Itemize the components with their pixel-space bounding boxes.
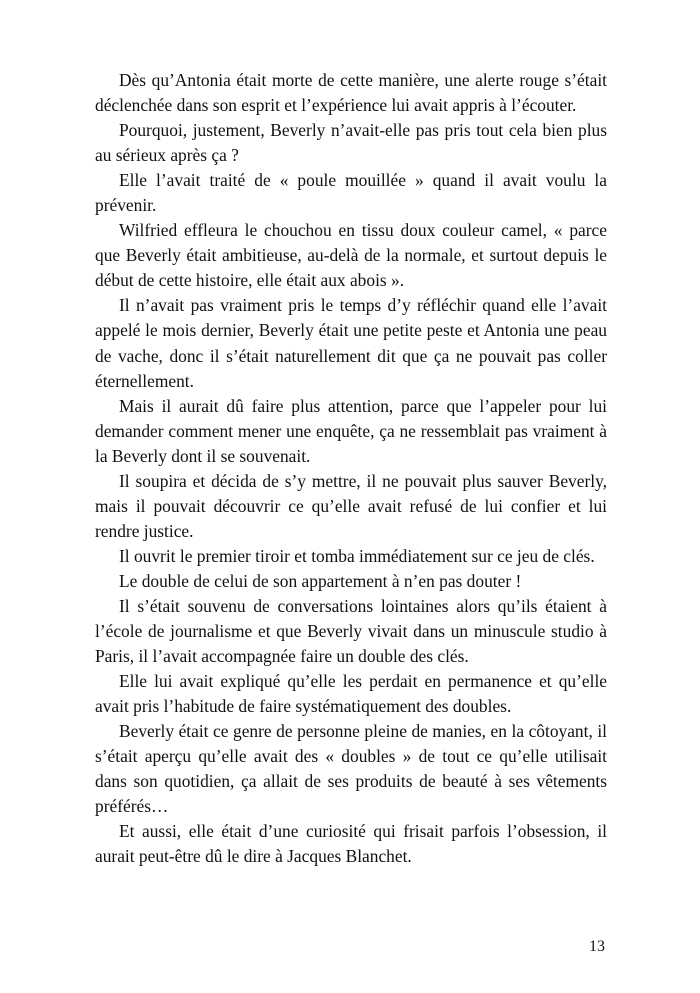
paragraph: Il s’était souvenu de conversations lointaines alors qu’ils étaient à l’école de journalisme et que Beverly vivait dans un minuscule studio à Paris, il l’avait accompagnée faire un double des clés. [95,595,607,667]
paragraph: Mais il aurait dû faire plus attention, parce que l’appeler pour lui demander comment mener une enquête, ça ne ressemblait pas vraiment à la Beverly dont il se souvenait. [95,395,607,466]
paragraph: Pourquoi, justement, Beverly n’avait-elle pas pris tout cela bien plus au sérieux après ça ? [95,120,607,166]
paragraph: Elle lui avait expliqué qu’elle les perdait en permanence et qu’elle avait pris l’habitude de faire systématiquement des doubles. [95,671,607,717]
paragraph: Il ouvrit le premier tiroir et tomba immédiatement sur ce jeu de clés. [119,545,595,566]
paragraph: Il soupira et décida de s’y mettre, il ne pouvait plus sauver Beverly, mais il pouvait découvrir ce qu’elle avait refusé de lui confier et lui rendre justice. [95,470,607,541]
paragraph: Wilfried effleura le chouchou en tissu doux couleur camel, « parce que Beverly était ambitieuse, au-delà de la normale, et surtout depuis le début de cette histoire, elle était aux abois ». [95,220,607,291]
page-body-text [95,68,607,870]
paragraph: Dès qu’Antonia était morte de cette manière, une alerte rouge s’était déclenchée dans son esprit et l’expérience lui avait appris à l’écouter. [95,70,607,116]
paragraph: Il n’avait pas vraiment pris le temps d’y réfléchir quand elle l’avait appelé le mois dernier, Beverly était une petite peste et Antonia une peau de vache, donc il s’était naturellement dit que ça ne pouvait pas coller éternellement. [95,295,607,391]
page-number: 13 [589,938,605,955]
paragraph: Le double de celui de son appartement à n’en pas douter ! [119,570,522,591]
paragraph: Et aussi, elle était d’une curiosité qui frisait parfois l’obsession, il aurait peut-être dû le dire à Jacques Blanchet. [95,821,607,867]
paragraph: Elle l’avait traité de « poule mouillée » quand il avait voulu la prévenir. [95,170,607,216]
paragraph: Beverly était ce genre de personne pleine de manies, en la côtoyant, il s’était aperçu qu’elle avait des « doubles » de tout ce qu’elle utilisait dans son quotidien, ça allait de ses produits de beauté à ses vêtements préférés… [95,721,607,817]
